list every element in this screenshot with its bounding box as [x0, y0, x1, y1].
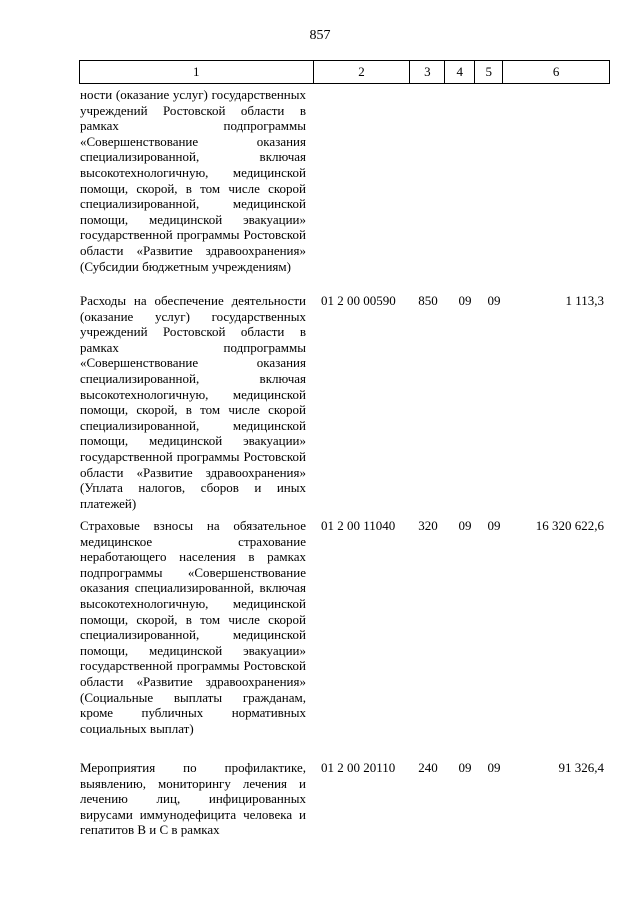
row-section: 09: [458, 760, 472, 775]
row-target-code: 01 2 00 00590: [321, 293, 396, 308]
row-expense-type: 850: [418, 293, 438, 308]
header-col-1: 1: [80, 61, 314, 83]
row-description: ности (оказание услуг) государственных учреждений Ростовской области в рамках подпрограммы «Совершенствование оказания специализированной, включая высокотехнологичную, медицинской помощи, скорой, в том числе скорой специализированной, медицинской помощи, медицинской эвакуации» государственной программы Ростовской области «Развитие здравоохранения» (Субсидии бюджетным учреждениям): [80, 87, 306, 274]
row-target-code: 01 2 00 20110: [321, 760, 396, 775]
header-col-2: 2: [314, 61, 411, 83]
row-subsection: 09: [487, 518, 501, 533]
row-section: 09: [458, 293, 472, 308]
row-description: Расходы на обеспечение деятельности (оказание услуг) государственных учреждений Ростовской области в рамках подпрограммы «Совершенствование оказания специализированной, включая высокотехнологичную, медицинской помощи, скорой, в том числе скорой специализированной, медицинской помощи, медицинской эвакуации» государственной программы Ростовской области «Развитие здравоохранения» (Уплата налогов, сборов и иных платежей): [80, 293, 306, 511]
page-number: 857: [309, 28, 331, 43]
row-subsection: 09: [487, 760, 501, 775]
row-expense-type: 240: [418, 760, 438, 775]
row-subsection: 09: [487, 293, 501, 308]
row-description: Страховые взносы на обязательное медицинское страхование неработающего населения в рамках подпрограммы «Совершенствование оказания специализированной, включая высокотехнологичную, медицинской помощи, скорой, в том числе скорой специализированной, медицинской помощи, медицинской эвакуации» государственной программы Ростовской области «Развитие здравоохранения» (Социальные выплаты гражданам, кроме публичных нормативных социальных выплат): [80, 518, 306, 736]
header-col-6: 6: [503, 61, 610, 83]
row-expense-type: 320: [418, 518, 438, 533]
header-col-5: 5: [475, 61, 503, 83]
row-amount: 1 113,3: [565, 293, 604, 308]
header-col-4: 4: [445, 61, 475, 83]
table-header: [79, 60, 610, 84]
row-amount: 16 320 622,6: [535, 518, 604, 533]
row-target-code: 01 2 00 11040: [321, 518, 396, 533]
row-section: 09: [458, 518, 472, 533]
header-col-3: 3: [410, 61, 445, 83]
row-amount: 91 326,4: [558, 760, 604, 775]
row-description: Мероприятия по профилактике, выявлению, мониторингу лечения и лечению лиц, инфицированных вирусами иммунодефицита человека и гепатитов B и C в рамках: [80, 760, 306, 838]
